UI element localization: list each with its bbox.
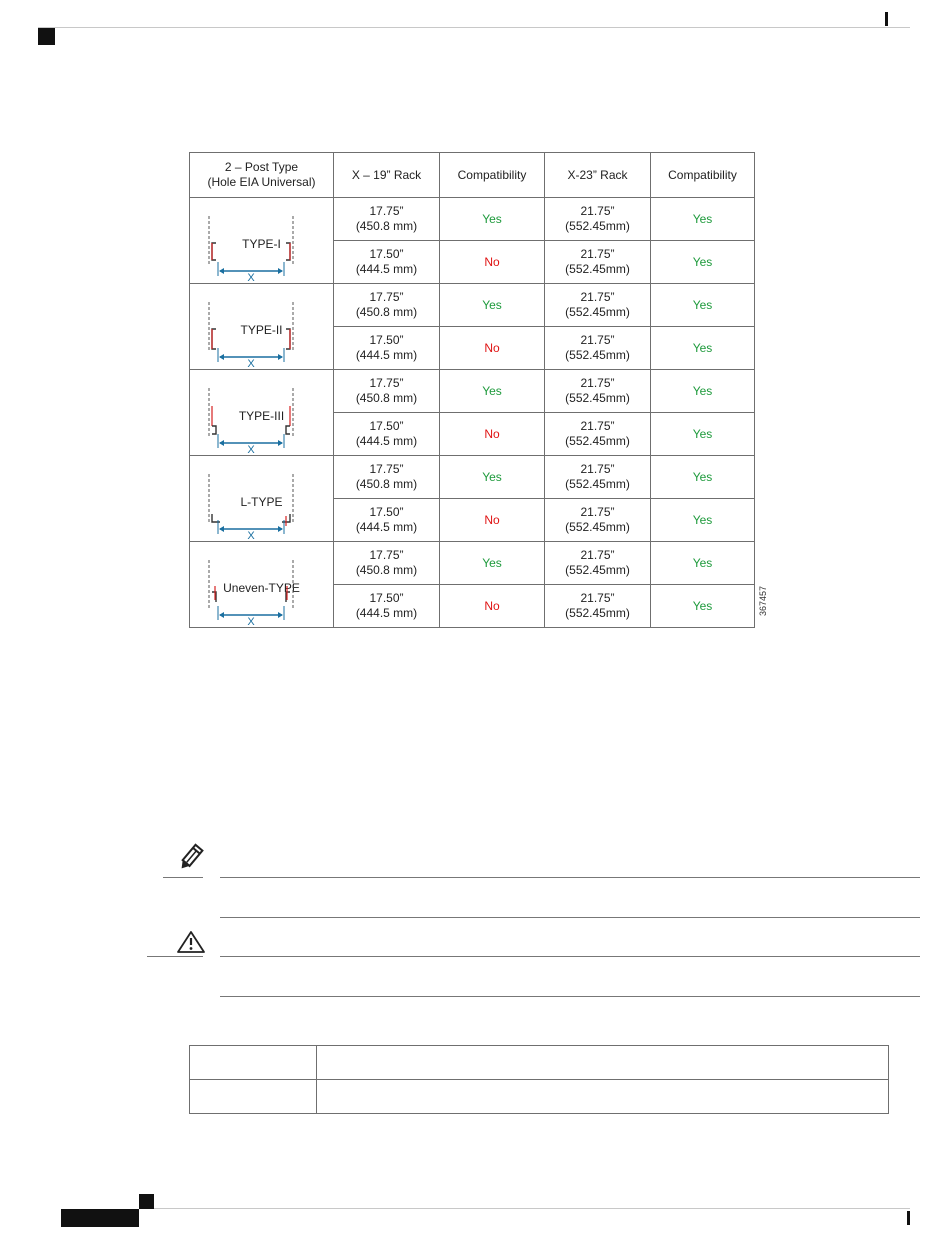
rack23-compat-cell: Yes	[651, 241, 755, 284]
rack23-width-cell	[545, 198, 651, 241]
header-compat-23: Compatibility	[651, 153, 755, 198]
rack23-width-cell	[545, 241, 651, 284]
rack23-width-mm: (552.45mm)	[565, 219, 630, 233]
rack19-compat-cell: Yes	[440, 198, 545, 241]
table-cell-key	[190, 1046, 317, 1080]
caution-triangle-icon	[176, 930, 206, 959]
post-type-cell	[190, 284, 334, 370]
table-cell-key	[190, 1080, 317, 1114]
rack23-width-mm: (552.45mm)	[565, 305, 630, 319]
header-rack-19: X – 19” Rack	[334, 153, 440, 198]
rack23-width: 21.75”	[580, 591, 615, 605]
rack19-width: 17.75”	[369, 376, 404, 390]
table-row	[190, 1046, 889, 1080]
rack19-width-cell	[334, 585, 440, 628]
rack19-width-cell	[334, 370, 440, 413]
dimension-x-label: X	[247, 616, 255, 626]
caution-rule-bottom	[220, 996, 920, 997]
rack-post-diagram	[206, 388, 302, 454]
rack19-width: 17.75”	[369, 290, 404, 304]
rack-post-diagram	[206, 560, 302, 626]
rack19-width-cell	[334, 456, 440, 499]
rack23-width-cell	[545, 327, 651, 370]
header-post-type-label: 2 – Post Type	[224, 160, 299, 174]
rack19-width-mm: (450.8 mm)	[355, 391, 418, 405]
pencil-note-icon	[176, 843, 206, 878]
rack23-width: 21.75”	[580, 505, 615, 519]
rack23-width: 21.75”	[580, 247, 615, 261]
rack23-width-cell	[545, 456, 651, 499]
rack19-width-mm: (444.5 mm)	[355, 606, 418, 620]
rack19-width: 17.75”	[369, 548, 404, 562]
rack23-width-cell	[545, 585, 651, 628]
rack23-compat-cell: Yes	[651, 284, 755, 327]
rack19-width-cell	[334, 499, 440, 542]
footer-tick-mark	[907, 1211, 910, 1225]
rack19-width-cell	[334, 413, 440, 456]
rack23-compat-cell: Yes	[651, 585, 755, 628]
table-header-row	[190, 153, 755, 198]
rack23-compat-cell: Yes	[651, 456, 755, 499]
rack23-width-mm: (552.45mm)	[565, 348, 630, 362]
footer-corner-mark	[139, 1194, 154, 1209]
rack23-width-cell	[545, 370, 651, 413]
rack23-compat-cell: Yes	[651, 499, 755, 542]
header-rack-23: X-23” Rack	[545, 153, 651, 198]
rack23-width-cell	[545, 413, 651, 456]
caution-rule-top	[220, 956, 920, 957]
figure-id: 367457	[758, 585, 768, 616]
rack-post-diagram	[206, 302, 302, 368]
caution-rule-short	[147, 956, 203, 957]
rack23-width-mm: (552.45mm)	[565, 262, 630, 276]
rack23-width-cell	[545, 542, 651, 585]
rack19-compat-cell: No	[440, 413, 545, 456]
rack19-compat-cell: Yes	[440, 542, 545, 585]
post-type-cell	[190, 542, 334, 628]
post-type-cell	[190, 456, 334, 542]
post-type-cell	[190, 370, 334, 456]
note-rule-top	[220, 877, 920, 878]
rack19-width-mm: (444.5 mm)	[355, 262, 418, 276]
rack-post-diagram	[206, 216, 302, 282]
header-post-type	[190, 153, 334, 198]
post-type-name: TYPE-I	[242, 237, 281, 251]
rack19-compat-cell: No	[440, 585, 545, 628]
rack19-compat-cell: No	[440, 327, 545, 370]
table-cell-value	[317, 1080, 889, 1114]
rack23-compat-cell: Yes	[651, 413, 755, 456]
rack23-width-mm: (552.45mm)	[565, 477, 630, 491]
rack19-compat-cell: Yes	[440, 370, 545, 413]
post-type-name: L-TYPE	[240, 495, 283, 509]
rack19-width-mm: (444.5 mm)	[355, 520, 418, 534]
rack19-width-cell	[334, 241, 440, 284]
note-rule-short	[163, 877, 203, 878]
rack19-width: 17.75”	[369, 204, 404, 218]
table-row	[190, 456, 755, 499]
rack19-width-cell	[334, 198, 440, 241]
rack19-width-cell	[334, 327, 440, 370]
rack19-compat-cell: Yes	[440, 456, 545, 499]
table-row	[190, 1080, 889, 1114]
table-row	[190, 198, 755, 241]
rack19-width-mm: (450.8 mm)	[355, 305, 418, 319]
table-body	[190, 198, 755, 628]
rack19-width: 17.50”	[369, 505, 404, 519]
post-type-name: TYPE-III	[238, 409, 285, 423]
rack23-compat-cell: Yes	[651, 198, 755, 241]
rack23-compat-cell: Yes	[651, 542, 755, 585]
rack23-width: 21.75”	[580, 376, 615, 390]
header-corner-mark	[38, 28, 55, 45]
dimension-x-label: X	[247, 272, 255, 282]
rack19-width: 17.75”	[369, 462, 404, 476]
dimension-x-label: X	[247, 444, 255, 454]
table-row	[190, 542, 755, 585]
dimension-x-label: X	[247, 358, 255, 368]
footer-page-bar	[61, 1209, 139, 1227]
rack23-width: 21.75”	[580, 333, 615, 347]
rack23-width-cell	[545, 284, 651, 327]
rack19-width-mm: (450.8 mm)	[355, 477, 418, 491]
rack-compatibility-table	[189, 152, 755, 628]
rack23-width: 21.75”	[580, 290, 615, 304]
header-rule	[38, 27, 910, 28]
rack19-width-mm: (450.8 mm)	[355, 219, 418, 233]
rack23-width-cell	[545, 499, 651, 542]
rack19-width-cell	[334, 542, 440, 585]
dimension-x-label: X	[247, 530, 255, 540]
rack23-width-mm: (552.45mm)	[565, 520, 630, 534]
header-post-type-sub: (Hole EIA Universal)	[207, 175, 316, 189]
post-type-name: Uneven-TYPE	[223, 581, 300, 595]
rack23-width: 21.75”	[580, 462, 615, 476]
header-tick-mark	[885, 12, 888, 26]
rack19-width-cell	[334, 284, 440, 327]
rack23-width-mm: (552.45mm)	[565, 606, 630, 620]
rack23-width-mm: (552.45mm)	[565, 563, 630, 577]
rack-post-diagram	[206, 474, 302, 540]
table-cell-value	[317, 1046, 889, 1080]
empty-info-table	[189, 1045, 889, 1114]
rack19-width-mm: (450.8 mm)	[355, 563, 418, 577]
rack19-width: 17.50”	[369, 247, 404, 261]
post-type-name: TYPE-II	[240, 323, 283, 337]
rack19-width-mm: (444.5 mm)	[355, 348, 418, 362]
rack19-width: 17.50”	[369, 591, 404, 605]
rack19-width: 17.50”	[369, 419, 404, 433]
header-compat-19: Compatibility	[440, 153, 545, 198]
rack19-width-mm: (444.5 mm)	[355, 434, 418, 448]
rack19-compat-cell: Yes	[440, 284, 545, 327]
rack23-compat-cell: Yes	[651, 370, 755, 413]
table-row	[190, 284, 755, 327]
footer-rule	[150, 1208, 910, 1209]
rack23-width-mm: (552.45mm)	[565, 391, 630, 405]
rack23-width: 21.75”	[580, 548, 615, 562]
rack23-compat-cell: Yes	[651, 327, 755, 370]
note-rule-bottom	[220, 917, 920, 918]
rack19-compat-cell: No	[440, 241, 545, 284]
rack23-width-mm: (552.45mm)	[565, 434, 630, 448]
rack19-width: 17.50”	[369, 333, 404, 347]
post-type-cell	[190, 198, 334, 284]
rack23-width: 21.75”	[580, 419, 615, 433]
rack23-width: 21.75”	[580, 204, 615, 218]
rack19-compat-cell: No	[440, 499, 545, 542]
table-row	[190, 370, 755, 413]
